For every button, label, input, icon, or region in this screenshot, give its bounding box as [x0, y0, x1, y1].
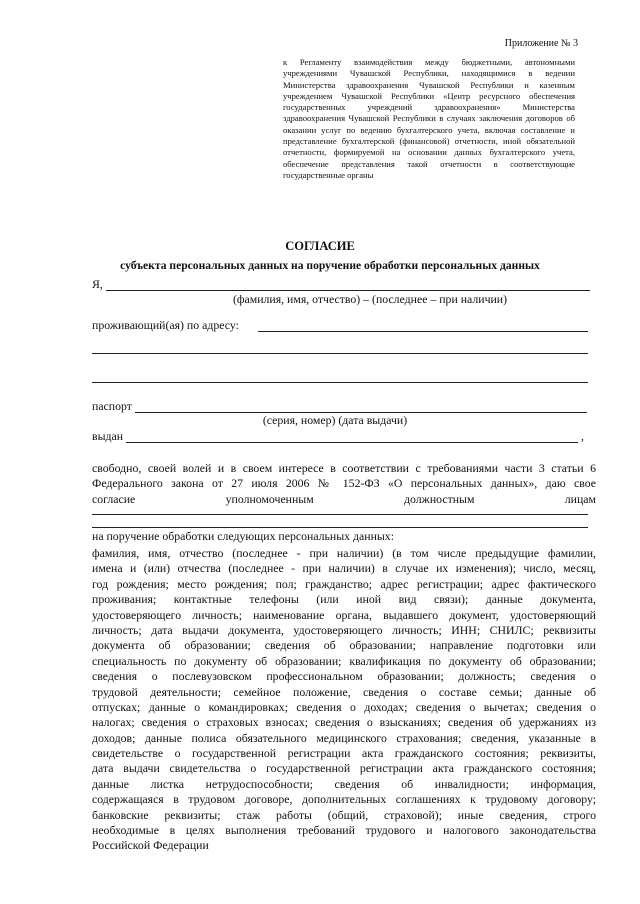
regulation-note: к Регламенту взаимодействия между бюджетными, автономными учреждениями Чувашской Республики, находящимися в ведении Министерства здравоохранения Чувашской Республики и казенным учреждением Чувашской Республики «Центр ресурсного обеспечения государственных учреждений здравоохранения» Министерства здравоохранения Чувашской Республики в случаях заключения договоров об оказании услуг по ведению бухгалтерского учета, включая составление и представление бухгалтерской (финансовой) отчетности, иной обязательной отчетности, формируемой на основании данных бухгалтерского учета, обеспечение представления такой отчетности в соответствующие государственные органы — [283, 57, 575, 180]
data-line: документа об образовании; сведения об образовании; направление подготовки или — [92, 638, 596, 653]
name-field[interactable] — [106, 290, 590, 291]
consent-paragraph — [92, 461, 596, 507]
data-line: фамилия, имя, отчество (последнее - при наличии) (в том числе предыдущие фамилии, — [92, 546, 596, 560]
consent-line: свободно, своей волей и в своем интересе в соответствии с требованиями части 3 статьи 6 — [92, 461, 596, 475]
personal-data-list — [92, 546, 596, 854]
data-line: имена и (или) отчества (последнее - при наличии) в случае их изменения); число, месяц, — [92, 561, 596, 576]
data-line: удостоверяющего личность; наименование органа, выдавшего документ, удостоверяющий — [92, 607, 596, 622]
consent-line: согласие уполномоченным должностным лицам — [92, 491, 596, 506]
address-field-line-3[interactable] — [92, 382, 588, 383]
data-line: трудовой деятельности; семейное положение, сведения о составе семьи; данные об — [92, 684, 596, 699]
data-line: необходимые в целях выполнения требований трудового и налогового законодательства — [92, 823, 596, 838]
data-line: данные листка нетрудоспособности; сведения об инвалидности; информация, — [92, 776, 596, 791]
passport-label: паспорт — [92, 399, 132, 413]
i-label: Я, — [92, 277, 103, 291]
data-line: доходов; данные полиса обязательного медицинского страхования; сведения, указанные в — [92, 730, 596, 745]
document-title: СОГЛАСИЕ — [285, 239, 355, 253]
address-label: проживающий(ая) по адресу: — [92, 318, 239, 332]
issued-field[interactable] — [126, 442, 578, 443]
address-field-line-2[interactable] — [92, 353, 588, 354]
data-line: Российской Федерации — [92, 838, 209, 853]
data-line: содержащаяся в трудовом договоре, дополнительных соглашениях к трудовому договору; — [92, 792, 596, 807]
data-line: отпусках; данные о командировках; сведения о доходах; сведения о вычетах; сведения о — [92, 699, 596, 714]
entrust-text: на поручение обработки следующих персональных данных: — [92, 529, 394, 543]
data-line: год рождения; место рождения; пол; гражданство; адрес регистрации; адрес фактического — [92, 576, 596, 591]
data-line: сведения о послевузовском профессиональном образовании; должность; сведения о — [92, 669, 596, 684]
passport-hint: (серия, номер) (дата выдачи) — [262, 413, 408, 427]
data-line: налогах; сведения о страховых взносах; сведения о взысканиях; сведения об удержаниях из — [92, 715, 596, 730]
authorized-persons-field-line-1[interactable] — [92, 514, 588, 515]
document-subtitle: субъекта персональных данных на поручение обработки персональных данных — [120, 259, 540, 272]
data-line: дата выдачи свидетельства о государственной регистрации акта гражданского состояния; — [92, 761, 596, 776]
issued-comma: , — [581, 429, 584, 443]
data-line: свидетельстве о государственной регистрации акта гражданского состояния; реквизиты, — [92, 746, 596, 761]
name-hint: (фамилия, имя, отчество) – (последнее – при наличии) — [232, 292, 508, 306]
data-line: банковские реквизиты; стаж работы (общий, страховой); иные сведения, строго — [92, 807, 596, 822]
consent-line: Федерального закона от 27 июля 2006 № 152-ФЗ «О персональных данных», даю свое — [92, 476, 596, 491]
issued-label: выдан — [92, 429, 124, 443]
address-field-line-1[interactable] — [258, 331, 588, 332]
data-line: проживания; контактные телефоны (или иной вид связи); данные документа, — [92, 592, 596, 607]
data-line: специальность по документу об образовании; квалификация по документу об образовании; — [92, 653, 596, 668]
data-line: личность; дата выдачи документа, удостоверяющего личность; ИНН; СНИЛС; реквизиты — [92, 622, 596, 637]
authorized-persons-field-line-2[interactable] — [92, 527, 588, 528]
appendix-number: Приложение № 3 — [504, 38, 578, 49]
